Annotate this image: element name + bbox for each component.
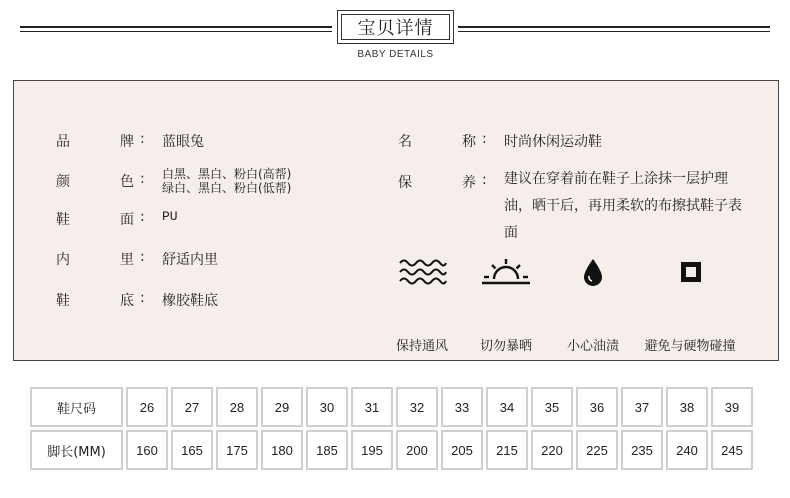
- length-cell: 245: [711, 430, 753, 470]
- info-row-upper: [56, 209, 178, 229]
- label-char: 颜: [56, 174, 70, 190]
- colon: :: [140, 290, 145, 306]
- length-cell: 235: [621, 430, 663, 470]
- size-table: [27, 384, 756, 473]
- color-line-high: 白黑、黑白、粉白(高帮): [162, 167, 292, 181]
- table-row: [30, 430, 753, 470]
- info-row-sole: [56, 290, 218, 310]
- label-char: 里: [120, 252, 134, 268]
- label-char: 保: [398, 175, 412, 191]
- care-label-ventilate: 保持通风: [395, 339, 448, 354]
- size-cell: 27: [171, 387, 213, 427]
- label-char: 称: [462, 134, 476, 150]
- care-label-sun: 切勿暴晒: [479, 339, 532, 354]
- length-cell: 220: [531, 430, 573, 470]
- square-icon: [680, 261, 702, 283]
- size-cell: 29: [261, 387, 303, 427]
- title-box: [337, 10, 454, 44]
- care-value: 建议在穿着前在鞋子上涂抹一层护理油，晒干后，再用柔软的布擦拭鞋子表面: [504, 171, 742, 241]
- length-cell: 200: [396, 430, 438, 470]
- page-subtitle: BABY DETAILS: [357, 49, 434, 60]
- waves-icon: [398, 257, 448, 287]
- size-cell: 38: [666, 387, 708, 427]
- length-cell: 185: [306, 430, 348, 470]
- length-cell: 215: [486, 430, 528, 470]
- colon: :: [482, 131, 487, 147]
- brand-value: 蓝眼兔: [162, 134, 204, 150]
- color-line-low: 绿白、黑白、粉白(低帮): [162, 181, 292, 195]
- colon: :: [140, 131, 145, 147]
- care-label-impact: 避免与硬物碰撞: [644, 339, 736, 354]
- label-char: 牌: [120, 134, 134, 150]
- label-char: 鞋: [56, 293, 70, 309]
- length-cell: 240: [666, 430, 708, 470]
- length-cell: 225: [576, 430, 618, 470]
- size-cell: 34: [486, 387, 528, 427]
- label-char: 内: [56, 252, 70, 268]
- length-cell: 180: [261, 430, 303, 470]
- size-cell: 32: [396, 387, 438, 427]
- label-char: 面: [120, 212, 134, 228]
- length-row-header: 脚长(MM): [30, 430, 123, 470]
- header-rule-right: [458, 26, 770, 28]
- label-char: 养: [462, 175, 476, 191]
- colon: :: [140, 249, 145, 265]
- label-char: 名: [398, 134, 412, 150]
- length-cell: 160: [126, 430, 168, 470]
- label-char: 色: [120, 174, 134, 190]
- info-row-lining: [56, 249, 218, 269]
- length-cell: 195: [351, 430, 393, 470]
- label-char: 底: [120, 293, 134, 309]
- size-cell: 28: [216, 387, 258, 427]
- sole-value: 橡胶鞋底: [162, 293, 218, 309]
- size-cell: 33: [441, 387, 483, 427]
- color-value: [162, 167, 291, 195]
- table-row: [30, 387, 753, 427]
- length-cell: 175: [216, 430, 258, 470]
- info-row-brand: [56, 131, 204, 151]
- info-row-color: [56, 167, 291, 195]
- size-cell: 35: [531, 387, 573, 427]
- size-cell: 39: [711, 387, 753, 427]
- drop-icon: [581, 257, 605, 287]
- sun-icon: [480, 257, 532, 287]
- size-cell: 30: [306, 387, 348, 427]
- length-cell: 165: [171, 430, 213, 470]
- label-char: 品: [56, 134, 70, 150]
- upper-value: PU: [162, 209, 178, 224]
- colon: :: [482, 172, 487, 188]
- info-row-name: [398, 131, 602, 151]
- header-rule-left: [20, 26, 332, 28]
- info-row-care: [398, 172, 754, 247]
- label-char: 鞋: [56, 212, 70, 228]
- size-row-header: 鞋尺码: [30, 387, 123, 427]
- lining-value: 舒适内里: [162, 252, 218, 268]
- size-cell: 36: [576, 387, 618, 427]
- product-name-value: 时尚休闲运动鞋: [504, 134, 602, 150]
- colon: :: [140, 171, 145, 187]
- size-cell: 31: [351, 387, 393, 427]
- colon: :: [140, 209, 145, 225]
- care-label-oil: 小心油渍: [566, 339, 619, 354]
- length-cell: 205: [441, 430, 483, 470]
- size-cell: 37: [621, 387, 663, 427]
- page-title: 宝贝详情: [341, 14, 450, 40]
- info-panel: [13, 80, 779, 361]
- size-cell: 26: [126, 387, 168, 427]
